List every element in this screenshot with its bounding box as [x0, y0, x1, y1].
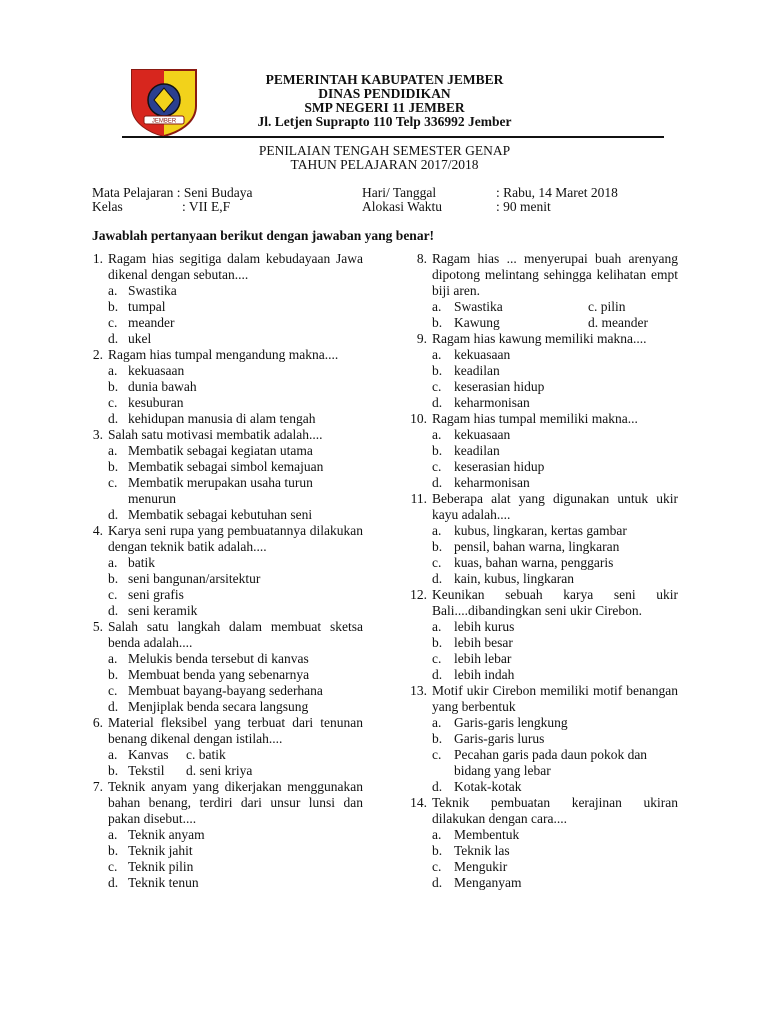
option-letter: a. [108, 555, 118, 570]
question-number: 5. [92, 619, 103, 634]
option-row [80, 459, 363, 475]
option-letter: d. [432, 875, 443, 890]
option-row [400, 619, 678, 635]
option-row [400, 523, 678, 539]
option-letter: c. [108, 587, 118, 602]
option-text: Kotak-kotak [454, 779, 522, 794]
option-letter: c. [108, 683, 118, 698]
question-stem [80, 523, 363, 555]
question-item [400, 251, 678, 331]
option-text: lebih besar [454, 635, 513, 650]
option-text: Membuat bayang-bayang sederhana [128, 683, 323, 698]
option-row [80, 875, 363, 891]
class-value: : VII E,F [182, 199, 231, 214]
option-letter: c. [432, 379, 442, 394]
option-text: Teknik jahit [128, 843, 193, 858]
academic-year: TAHUN PELAJARAN 2017/2018 [290, 157, 479, 172]
option-text: kubus, lingkaran, kertas gambar [454, 523, 627, 538]
question-stem [80, 427, 363, 443]
class-label: Kelas [92, 199, 123, 214]
option-text: Membentuk [454, 827, 520, 842]
option-letter: b. [432, 363, 443, 378]
question-text: Motif ukir Cirebon memiliki motif benangan yang berbentuk [432, 683, 678, 714]
option-letter: c. [432, 859, 442, 874]
question-number: 2. [92, 347, 103, 362]
option-letter: b. [108, 459, 119, 474]
option-text: Kawung [454, 315, 500, 330]
option-row [80, 699, 363, 715]
option-text: Teknik pilin [128, 859, 194, 874]
question-text: Salah satu langkah dalam membuat sketsa benda adalah.... [108, 619, 363, 650]
option-text: c. batik [186, 747, 226, 762]
question-stem [80, 779, 363, 827]
option-text: Membatik merupakan usaha turun menurun [128, 475, 313, 506]
question-item [400, 795, 678, 891]
option-text: kekuasaan [128, 363, 185, 378]
question-item [400, 587, 678, 683]
header-school: SMP NEGERI 11 JEMBER [304, 100, 465, 115]
day-value: : Rabu, 14 Maret 2018 [496, 185, 618, 200]
option-row [400, 315, 678, 331]
option-row [400, 475, 678, 491]
option-row [400, 555, 678, 571]
option-letter: b. [432, 731, 443, 746]
option-letter: d. [432, 475, 443, 490]
option-row [400, 299, 678, 315]
option-text: Kanvas [128, 747, 169, 762]
option-text: batik [128, 555, 155, 570]
option-letter: d. [108, 875, 119, 890]
option-row [400, 363, 678, 379]
option-letter: a. [432, 523, 442, 538]
option-row [80, 827, 363, 843]
option-letter: a. [108, 827, 118, 842]
option-text: Menjiplak benda secara langsung [128, 699, 309, 714]
question-stem [400, 331, 678, 347]
question-stem [80, 619, 363, 651]
option-letter: b. [432, 843, 443, 858]
question-item [80, 347, 363, 427]
option-letter: a. [108, 283, 118, 298]
option-text: kehidupan manusia di alam tengah [128, 411, 316, 426]
option-letter: b. [432, 539, 443, 554]
question-number: 14. [410, 795, 427, 810]
question-number: 6. [92, 715, 103, 730]
option-text: Swastika [128, 283, 177, 298]
option-text: keadilan [454, 363, 500, 378]
question-stem [400, 411, 678, 427]
option-letter: d. [108, 331, 119, 346]
option-letter: d. [432, 779, 443, 794]
option-row [400, 731, 678, 747]
time-value: : 90 menit [496, 199, 551, 214]
question-text: Teknik anyam yang dikerjakan menggunakan bahan benang, terdiri dari unsur lunsi dan pakan disebut.... [108, 779, 363, 826]
option-text: Membatik sebagai simbol kemajuan [128, 459, 324, 474]
question-number: 7. [92, 779, 103, 794]
option-row [80, 395, 363, 411]
header-government: PEMERINTAH KABUPATEN JEMBER [265, 72, 504, 87]
question-text: Material fleksibel yang terbuat dari tenunan benang dikenal dengan istilah.... [108, 715, 363, 746]
option-row [400, 651, 678, 667]
question-text: Ragam hias kawung memiliki makna.... [432, 331, 647, 346]
option-text: seni grafis [128, 587, 184, 602]
option-text: Melukis benda tersebut di kanvas [128, 651, 309, 666]
option-letter: a. [432, 715, 442, 730]
option-letter: a. [432, 827, 442, 842]
option-text: Tekstil [128, 763, 165, 778]
question-text: Karya seni rupa yang pembuatannya dilakukan dengan teknik batik adalah.... [108, 523, 363, 554]
header-address: Jl. Letjen Suprapto 110 Telp 336992 Jember [257, 114, 512, 129]
option-row [400, 875, 678, 891]
option-letter: d. [108, 603, 119, 618]
option-row [400, 427, 678, 443]
option-letter: c. [432, 555, 442, 570]
option-letter: b. [108, 667, 119, 682]
option-row [400, 843, 678, 859]
option-row [400, 571, 678, 587]
option-text: kain, kubus, lingkaran [454, 571, 574, 586]
option-letter: d. [108, 507, 119, 522]
question-item [400, 683, 678, 795]
option-letter: a. [108, 443, 118, 458]
question-item [400, 331, 678, 411]
option-row [400, 827, 678, 843]
option-letter: d. [432, 571, 443, 586]
option-letter: b. [108, 379, 119, 394]
option-row [400, 747, 678, 779]
header-department: DINAS PENDIDIKAN [318, 86, 451, 101]
option-text: Pecahan garis pada daun pokok dan bidang yang lebar [454, 747, 648, 778]
question-number: 9. [416, 331, 427, 346]
question-item [80, 779, 363, 891]
subject-info: Mata Pelajaran : Seni Budaya [92, 185, 253, 200]
option-letter: b. [432, 443, 443, 458]
option-text: keharmonisan [454, 395, 530, 410]
option-letter: c. [108, 395, 118, 410]
option-row [400, 635, 678, 651]
option-text: lebih kurus [454, 619, 515, 634]
option-text: Garis-garis lengkung [454, 715, 568, 730]
option-text: Membuat benda yang sebenarnya [128, 667, 310, 682]
question-number: 12. [410, 587, 427, 602]
option-text: keharmonisan [454, 475, 530, 490]
option-text: kesuburan [128, 395, 184, 410]
jember-regency-logo [128, 66, 200, 138]
header-divider [122, 136, 664, 138]
question-text: Keunikan sebuah karya seni ukir Bali....dibandingkan seni ukir Cirebon. [432, 587, 678, 618]
option-row [400, 667, 678, 683]
question-text: Ragam hias ... menyerupai buah arenyang dipotong melintang sehingga kelihatan empt biji aren. [432, 251, 678, 298]
option-letter: a. [432, 347, 442, 362]
question-stem [80, 347, 363, 363]
question-item [80, 619, 363, 715]
option-row [80, 379, 363, 395]
option-row [80, 507, 363, 523]
option-row [80, 763, 363, 779]
logo-text: JEMBER [151, 118, 177, 125]
option-text: keadilan [454, 443, 500, 458]
question-text: Ragam hias tumpal mengandung makna.... [108, 347, 339, 362]
option-row [80, 843, 363, 859]
option-text: Membatik sebagai kegiatan utama [128, 443, 313, 458]
time-label: Alokasi Waktu [362, 199, 443, 214]
option-letter: a. [432, 619, 442, 634]
option-letter: d. [432, 395, 443, 410]
question-item [80, 251, 363, 347]
question-number: 13. [410, 683, 427, 698]
option-row [400, 539, 678, 555]
option-text: Teknik las [454, 843, 510, 858]
option-row [80, 651, 363, 667]
option-text: pensil, bahan warna, lingkaran [454, 539, 620, 554]
day-label: Hari/ Tanggal [362, 185, 437, 200]
option-text: d. meander [588, 315, 648, 330]
option-text: kekuasaan [454, 347, 511, 362]
option-row [80, 315, 363, 331]
option-text: dunia bawah [128, 379, 197, 394]
option-row [80, 747, 363, 763]
option-text: Teknik anyam [128, 827, 205, 842]
option-letter: b. [108, 299, 119, 314]
question-text: Ragam hias segitiga dalam kebudayaan Jawa dikenal dengan sebutan.... [108, 251, 363, 282]
option-text: Membatik sebagai kebutuhan seni [128, 507, 313, 522]
question-item [80, 427, 363, 523]
question-number: 1. [92, 251, 103, 266]
option-letter: c. [108, 475, 118, 490]
option-row [80, 299, 363, 315]
questions-left-column [80, 251, 363, 891]
question-text: Teknik pembuatan kerajinan ukiran dilakukan dengan cara.... [432, 795, 678, 826]
option-row [80, 683, 363, 699]
question-number: 10. [410, 411, 427, 426]
option-row [80, 363, 363, 379]
option-letter: b. [108, 843, 119, 858]
instruction: Jawablah pertanyaan berikut dengan jawaban yang benar! [92, 228, 435, 243]
question-stem [400, 795, 678, 827]
exam-title: PENILAIAN TENGAH SEMESTER GENAP [258, 143, 511, 158]
question-stem [80, 715, 363, 747]
question-number: 4. [92, 523, 103, 538]
option-row [80, 603, 363, 619]
option-letter: d. [432, 667, 443, 682]
option-row [80, 859, 363, 875]
question-item [80, 715, 363, 779]
option-row [80, 475, 363, 507]
option-row [80, 571, 363, 587]
question-text: Ragam hias tumpal memiliki makna... [432, 411, 638, 426]
option-letter: c. [108, 859, 118, 874]
option-row [400, 715, 678, 731]
option-text: tumpal [128, 299, 166, 314]
option-letter: a. [108, 363, 118, 378]
option-letter: c. [432, 459, 442, 474]
option-text: lebih indah [454, 667, 515, 682]
option-row [80, 283, 363, 299]
option-letter: c. [432, 651, 442, 666]
option-row [80, 555, 363, 571]
option-row [400, 443, 678, 459]
option-text: Menganyam [454, 875, 522, 890]
option-text: c. pilin [588, 299, 626, 314]
option-text: Mengukir [454, 859, 508, 874]
option-row [400, 459, 678, 475]
option-letter: a. [108, 651, 118, 666]
option-letter: b. [432, 315, 443, 330]
option-row [400, 347, 678, 363]
option-letter: d. [108, 411, 119, 426]
option-letter: b. [108, 763, 119, 778]
option-text: keserasian hidup [454, 459, 545, 474]
option-text: Garis-garis lurus [454, 731, 545, 746]
question-item [400, 411, 678, 491]
option-row [80, 331, 363, 347]
option-row [400, 779, 678, 795]
question-number: 8. [416, 251, 427, 266]
option-text: kekuasaan [454, 427, 511, 442]
option-text: meander [128, 315, 175, 330]
option-letter: d. [108, 699, 119, 714]
option-text: ukel [128, 331, 152, 346]
option-letter: a. [432, 427, 442, 442]
option-letter: a. [432, 299, 442, 314]
option-letter: a. [108, 747, 118, 762]
option-text: seni bangunan/arsitektur [128, 571, 261, 586]
option-text: kuas, bahan warna, penggaris [454, 555, 614, 570]
question-text: Beberapa alat yang digunakan untuk ukir kayu adalah.... [432, 491, 678, 522]
option-letter: b. [108, 571, 119, 586]
option-text: lebih lebar [454, 651, 512, 666]
option-letter: c. [432, 747, 442, 762]
question-text: Salah satu motivasi membatik adalah.... [108, 427, 323, 442]
question-stem [80, 251, 363, 283]
option-row [80, 411, 363, 427]
option-text: Teknik tenun [128, 875, 199, 890]
question-number: 3. [92, 427, 103, 442]
question-item [80, 523, 363, 619]
questions-right-column [400, 251, 678, 891]
question-number: 11. [410, 491, 427, 506]
question-stem [400, 251, 678, 299]
question-stem [400, 587, 678, 619]
option-text: keserasian hidup [454, 379, 545, 394]
option-row [80, 587, 363, 603]
option-row [400, 395, 678, 411]
question-stem [400, 683, 678, 715]
option-text: seni keramik [128, 603, 198, 618]
option-row [400, 379, 678, 395]
question-item [400, 491, 678, 587]
option-row [80, 443, 363, 459]
question-stem [400, 491, 678, 523]
option-row [80, 667, 363, 683]
option-text: d. seni kriya [186, 763, 253, 778]
option-letter: b. [432, 635, 443, 650]
option-row [400, 859, 678, 875]
option-letter: c. [108, 315, 118, 330]
option-text: Swastika [454, 299, 503, 314]
